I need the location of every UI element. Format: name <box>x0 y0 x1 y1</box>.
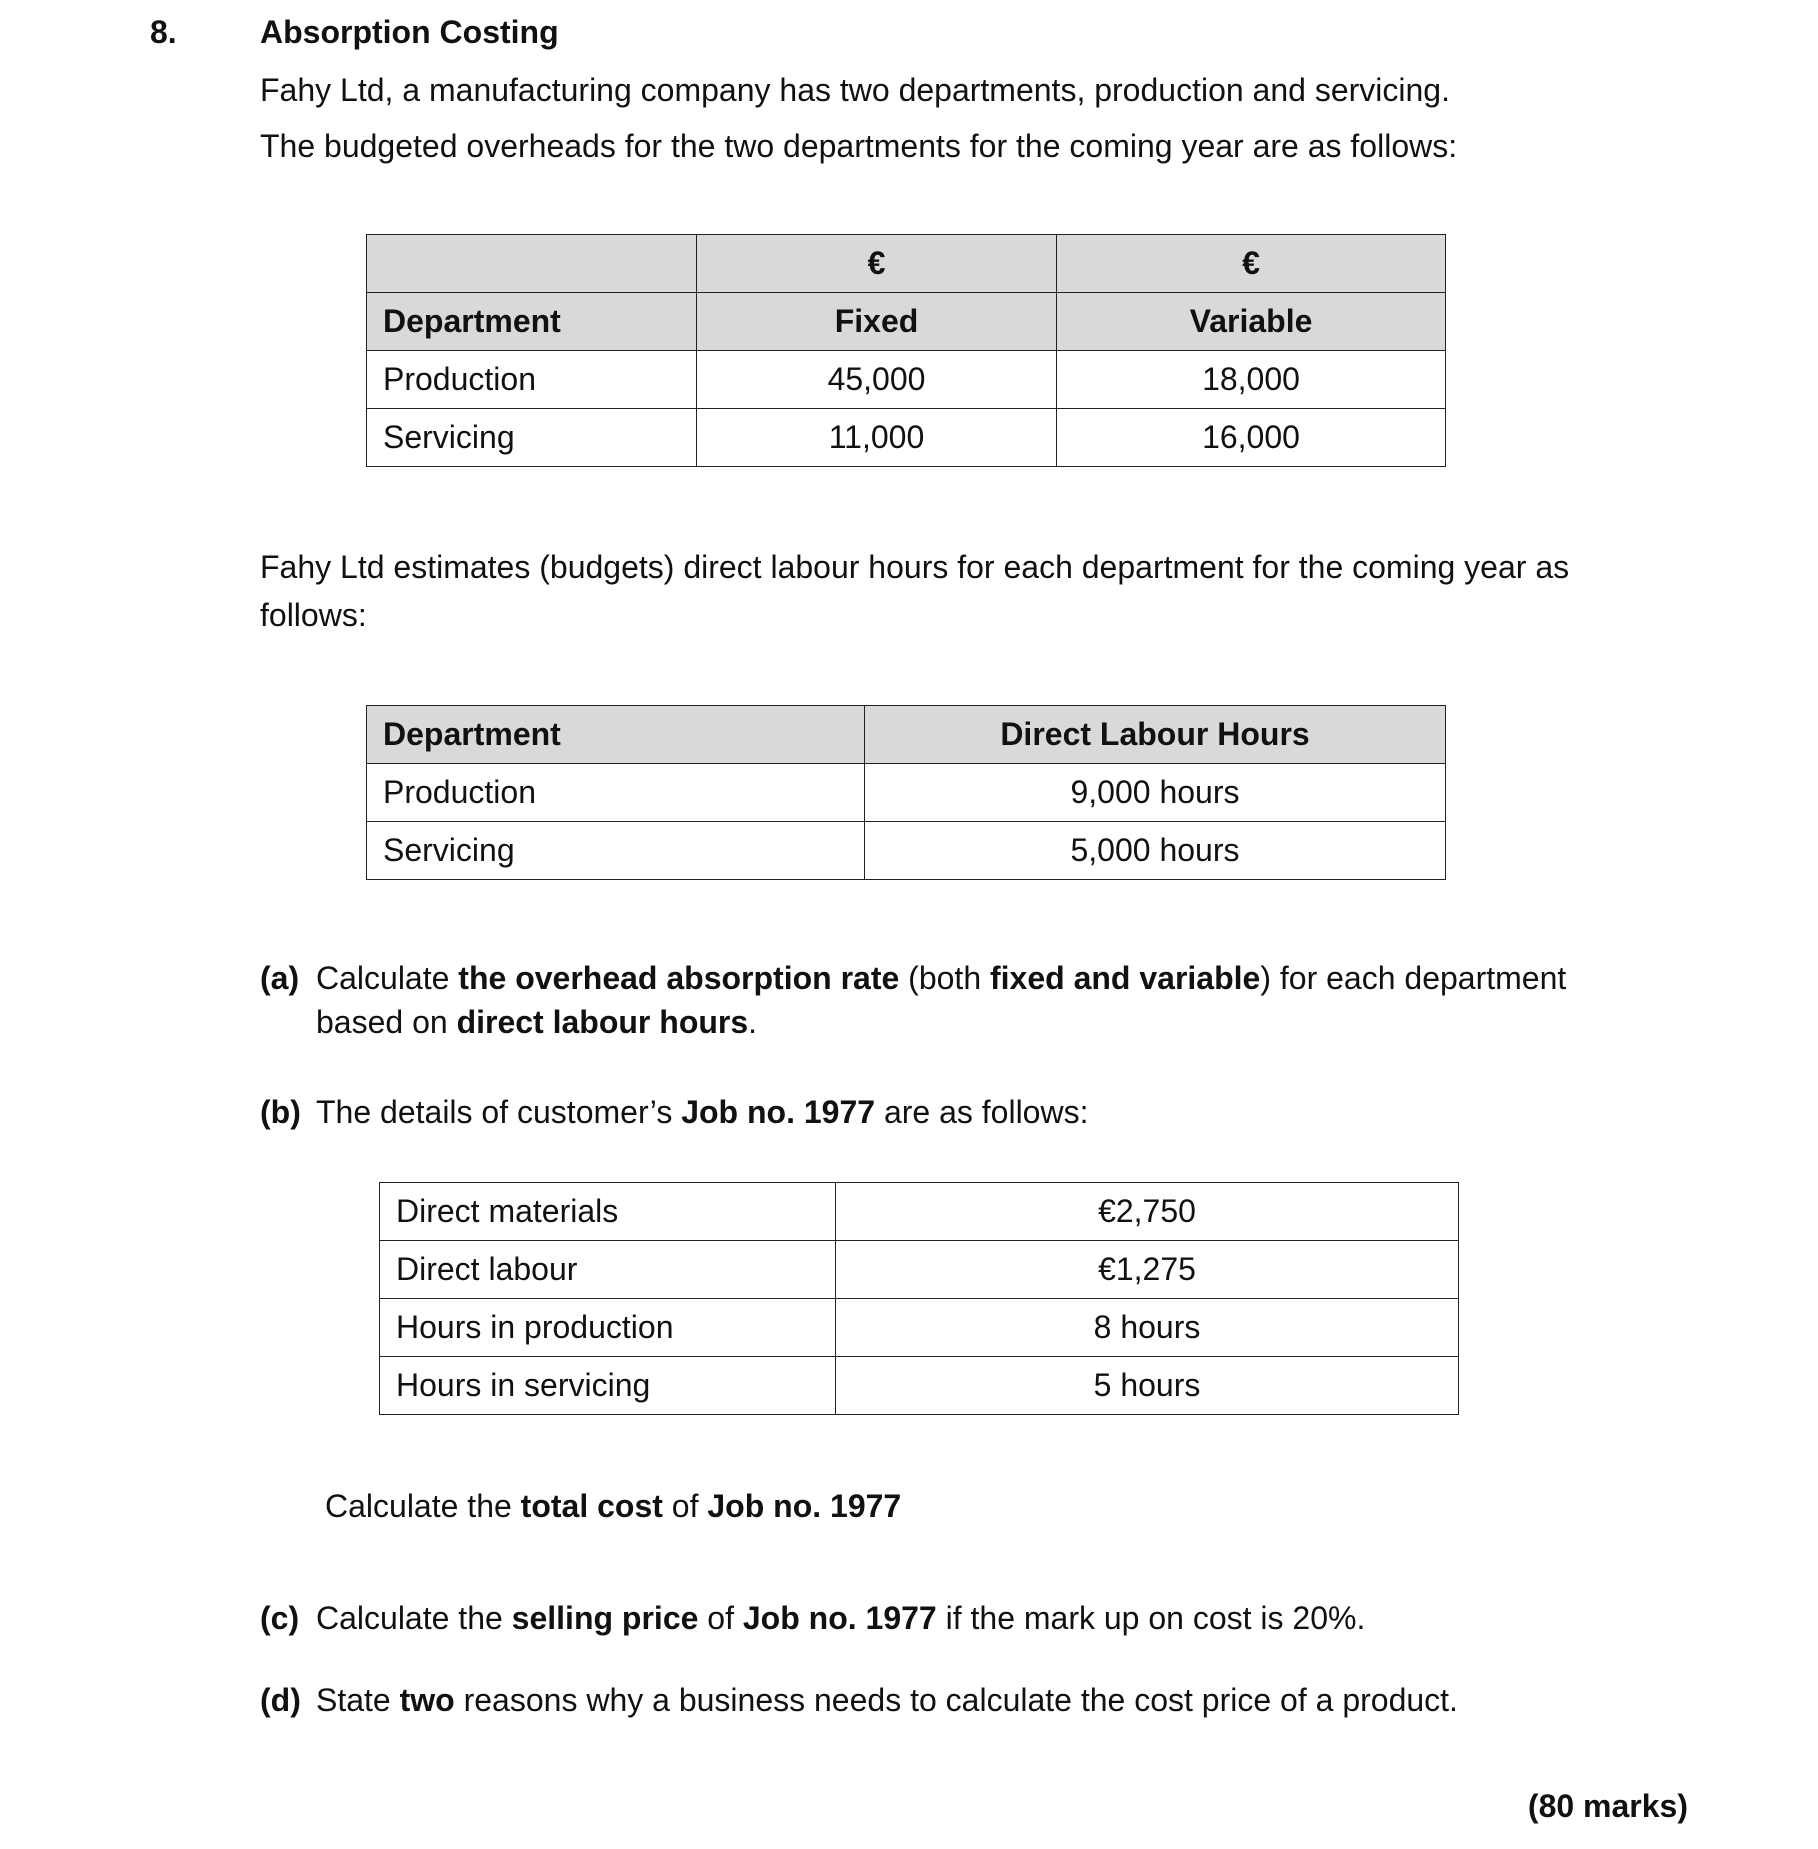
table-cell: 16,000 <box>1057 409 1446 467</box>
part-a-label: (a) <box>260 960 300 996</box>
text-span: are as follows: <box>875 1094 1089 1130</box>
overheads-table <box>366 234 1446 467</box>
marks-total: (80 marks) <box>1527 1788 1688 1824</box>
labour-hours-table <box>366 705 1446 880</box>
table-cell: 45,000 <box>697 351 1057 409</box>
table-cell: Hours in servicing <box>380 1357 836 1415</box>
table-row <box>380 1299 1459 1357</box>
part-d-label: (d) <box>260 1682 301 1718</box>
table-row <box>380 1183 1459 1241</box>
table-cell: Direct materials <box>380 1183 836 1241</box>
table-header: Department <box>367 293 697 351</box>
text-span: of <box>662 1488 708 1524</box>
intro-line-1: Fahy Ltd, a manufacturing company has two departments, production and servicing. <box>260 72 1450 108</box>
text-span: Calculate the <box>316 1600 512 1636</box>
part-c <box>260 1596 1660 1640</box>
job-details-table <box>379 1182 1459 1415</box>
table-row <box>380 1241 1459 1299</box>
bold-span: total cost <box>520 1488 663 1524</box>
table-header-row <box>367 706 1446 764</box>
bold-span: selling price <box>511 1600 699 1636</box>
text-span: The details of customer’s <box>316 1094 682 1130</box>
text-span: (both <box>899 960 990 996</box>
part-d <box>260 1678 1660 1722</box>
bold-span: Job no. 1977 <box>742 1600 937 1636</box>
table-cell: 5,000 hours <box>865 822 1446 880</box>
table-row <box>367 409 1446 467</box>
question-title: Absorption Costing <box>260 14 559 50</box>
table-header: Fixed <box>697 293 1057 351</box>
table-cell: €2,750 <box>836 1183 1459 1241</box>
bold-span: direct labour hours <box>456 1004 749 1040</box>
bold-span: Job no. 1977 <box>707 1488 902 1524</box>
text-span: reasons why a business needs to calculate the cost price of a product. <box>454 1682 1458 1718</box>
text-span: . <box>748 1004 758 1040</box>
part-c-label: (c) <box>260 1600 300 1636</box>
table-cell: Hours in production <box>380 1299 836 1357</box>
text-span: Calculate <box>316 960 459 996</box>
table-cell: Production <box>367 764 865 822</box>
table-row <box>367 235 1446 293</box>
bold-span: the overhead absorption rate <box>458 960 900 996</box>
table-cell: Direct labour <box>380 1241 836 1299</box>
bold-span: fixed and variable <box>990 960 1261 996</box>
table-cell: € <box>1057 235 1446 293</box>
bold-span: two <box>399 1682 455 1718</box>
bold-span: Job no. 1977 <box>681 1094 876 1130</box>
text-span: ) for each department based on <box>316 960 1567 1040</box>
table-cell: 11,000 <box>697 409 1057 467</box>
intro-line-2: The budgeted overheads for the two departments for the coming year are as follows: <box>260 128 1458 164</box>
table-header: Direct Labour Hours <box>865 706 1446 764</box>
table-cell: €1,275 <box>836 1241 1459 1299</box>
text-span: State <box>316 1682 400 1718</box>
part-b-calculation <box>325 1484 901 1528</box>
table-cell: 9,000 hours <box>865 764 1446 822</box>
table-header: Variable <box>1057 293 1446 351</box>
table-header: Department <box>367 706 865 764</box>
part-b <box>260 1090 1660 1134</box>
table-header-row <box>367 293 1446 351</box>
table-cell <box>367 235 697 293</box>
table-cell: Servicing <box>367 822 865 880</box>
text-span: Calculate the <box>325 1488 521 1524</box>
part-a <box>260 956 1660 1044</box>
table-cell: Production <box>367 351 697 409</box>
table-row <box>380 1357 1459 1415</box>
labour-hours-text: Fahy Ltd estimates (budgets) direct labour hours for each department for the coming year as follows: <box>260 549 1570 633</box>
table-row <box>367 351 1446 409</box>
table-row <box>367 764 1446 822</box>
question-number: 8. <box>150 14 177 50</box>
text-span: of <box>698 1600 743 1636</box>
text-span: if the mark up on cost is 20%. <box>936 1600 1366 1636</box>
table-cell: 18,000 <box>1057 351 1446 409</box>
table-cell: 8 hours <box>836 1299 1459 1357</box>
table-row <box>367 822 1446 880</box>
table-cell: 5 hours <box>836 1357 1459 1415</box>
part-b-label: (b) <box>260 1094 301 1130</box>
table-cell: € <box>697 235 1057 293</box>
table-cell: Servicing <box>367 409 697 467</box>
